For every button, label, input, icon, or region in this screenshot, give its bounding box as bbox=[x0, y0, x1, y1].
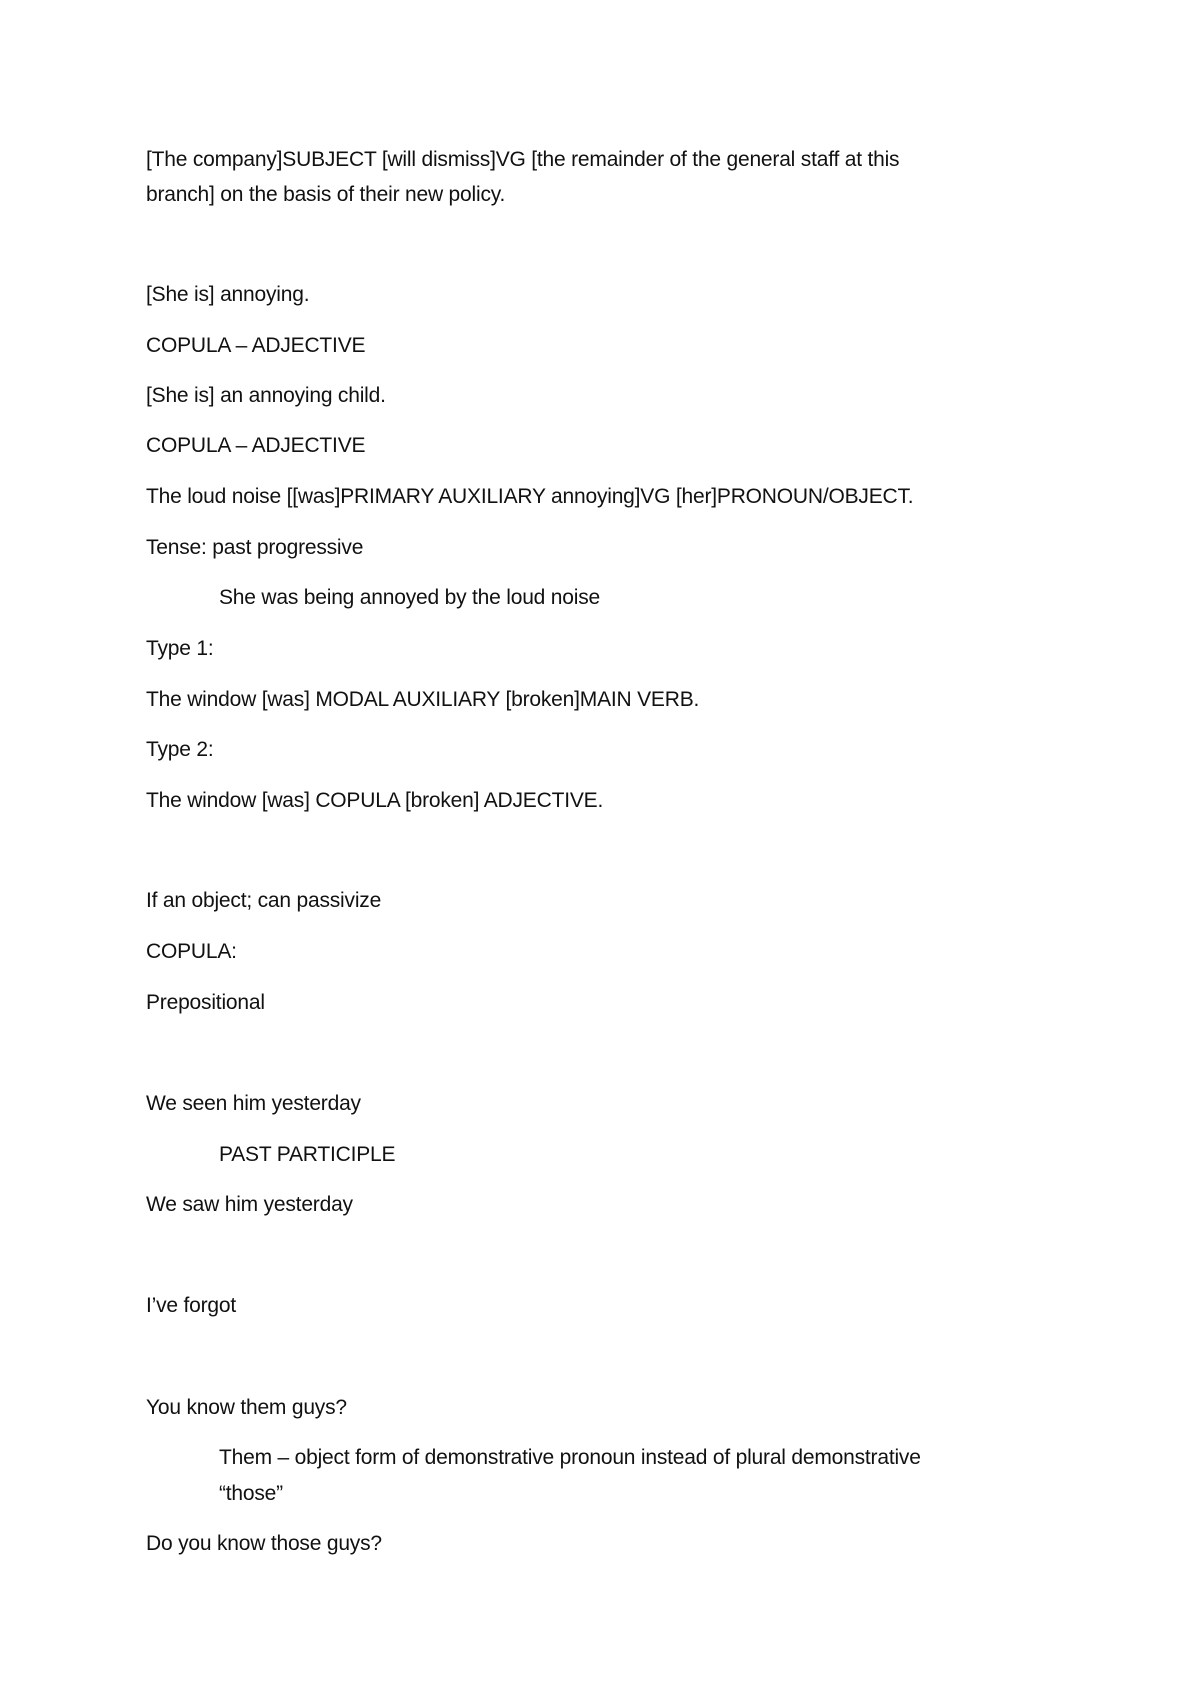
text-line: [The company]SUBJECT [will dismiss]VG [the remainder of the general staff at this bbox=[146, 148, 900, 171]
indented-text-line: Them – object form of demonstrative pronoun instead of plural demonstrative bbox=[219, 1446, 921, 1469]
text-line: Tense: past progressive bbox=[146, 536, 364, 559]
text-line: Type 2: bbox=[146, 738, 214, 761]
indented-text-line: She was being annoyed by the loud noise bbox=[219, 586, 600, 609]
text-line: [She is] annoying. bbox=[146, 283, 310, 306]
text-line: Prepositional bbox=[146, 991, 265, 1014]
indented-text-line: “those” bbox=[219, 1482, 283, 1505]
text-line: You know them guys? bbox=[146, 1396, 347, 1419]
text-line: COPULA – ADJECTIVE bbox=[146, 334, 366, 357]
text-line: If an object; can passivize bbox=[146, 889, 382, 912]
text-line: COPULA: bbox=[146, 940, 237, 963]
text-line: [She is] an annoying child. bbox=[146, 384, 386, 407]
text-line: I’ve forgot bbox=[146, 1294, 237, 1317]
text-line: The loud noise [[was]PRIMARY AUXILIARY annoying]VG [her]PRONOUN/OBJECT. bbox=[146, 485, 914, 508]
text-line: We saw him yesterday bbox=[146, 1193, 353, 1216]
text-line: branch] on the basis of their new policy. bbox=[146, 183, 506, 206]
text-line: The window [was] COPULA [broken] ADJECTIVE. bbox=[146, 789, 604, 812]
text-line: The window [was] MODAL AUXILIARY [broken]MAIN VERB. bbox=[146, 688, 700, 711]
text-line: COPULA – ADJECTIVE bbox=[146, 434, 366, 457]
indented-text-line: PAST PARTICIPLE bbox=[219, 1143, 396, 1166]
text-line: Type 1: bbox=[146, 637, 214, 660]
text-line: Do you know those guys? bbox=[146, 1532, 382, 1555]
text-line: We seen him yesterday bbox=[146, 1092, 361, 1115]
